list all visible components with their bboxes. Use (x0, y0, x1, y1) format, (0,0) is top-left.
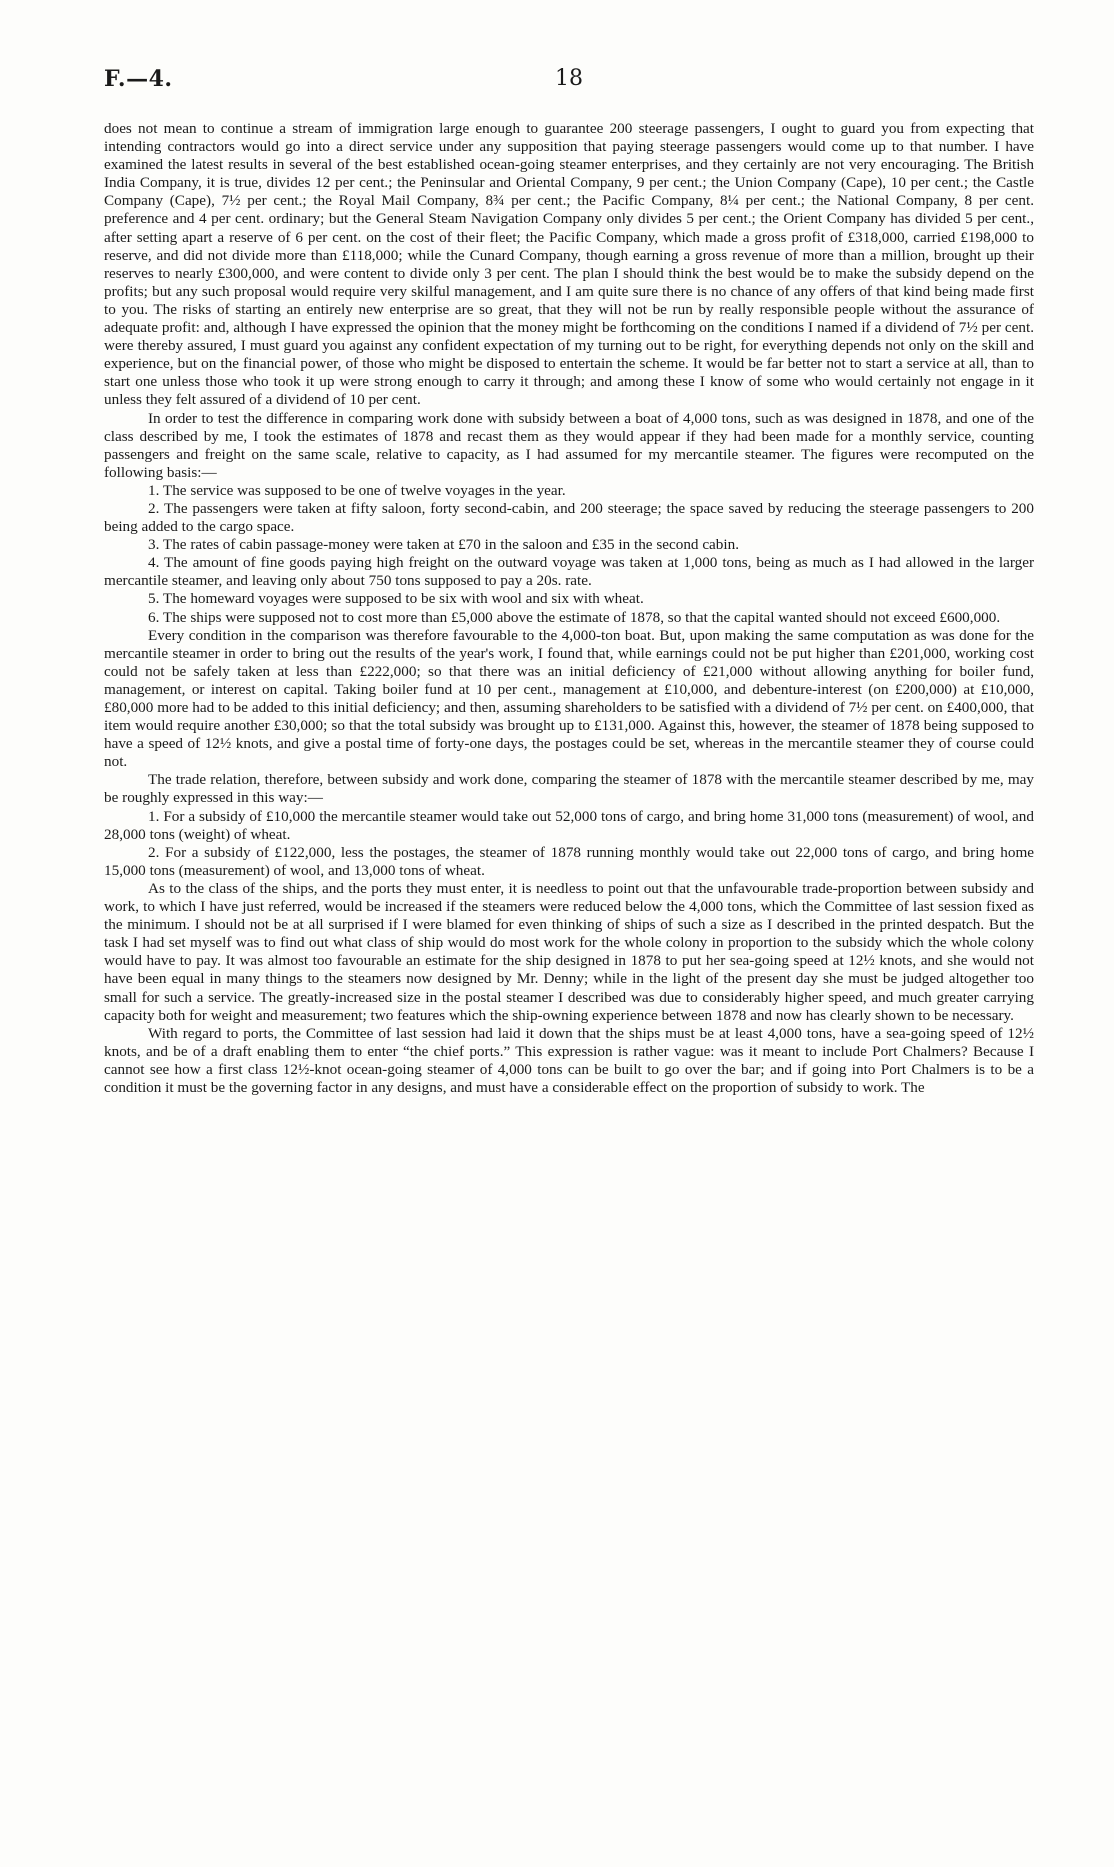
list-item: 4. The amount of fine goods paying high freight on the outward voyage was taken at 1,000 tons, being as much as I had allowed in the larger mercantile steamer, and leaving only about 750 tons supposed to pay a 20s. rate. (104, 554, 1034, 590)
paragraph: does not mean to continue a stream of immigration large enough to guarantee 200 steerage passengers, I ought to guard you from expecting that intending contractors would go into a direct service under any supposition that paying steerage passengers would come up to that number. I have examined the latest results in several of the best established ocean-going steamer enterprises, and they certainly are not very encouraging. The British India Company, it is true, divides 12 per cent.; the Peninsular and Oriental Company, 9 per cent.; the Union Company (Cape), 10 per cent.; the Castle Company (Cape), 7½ per cent.; the Royal Mail Company, 8¾ per cent.; the Pacific Company, 8¼ per cent.; the National Company, 8 per cent. preference and 4 per cent. ordinary; but the General Steam Navigation Company only divides 5 per cent.; the Orient Company has divided 5 per cent., after setting apart a reserve of 6 per cent. on the cost of their fleet; the Pacific Company, which made a gross profit of £318,000, carried £198,000 to reserve, and did not divide more than £118,000; while the Cunard Company, though earning a gross revenue of more than a million, brought up their reserves to nearly £300,000, and were content to divide only 3 per cent. The plan I should think the best would be to make the subsidy depend on the profits; but any such proposal would require very skilful management, and I am quite sure there is no chance of any offers of that kind being made first to you. The risks of starting an entirely new enterprise are so great, that they will not be run by really responsible people without the assurance of adequate profit: and, although I have expressed the opinion that the money might be forthcoming on the conditions I named if a dividend of 7½ per cent. were thereby assured, I must guard you against any confident expectation of my turning out to be right, for everything depends not only on the skill and experience, but on the financial power, of those who might be disposed to entertain the scheme. It would be far better not to start a service at all, than to start one unless those who took it up were strong enough to carry it through; and among these I know of some who would certainly not engage in it unless they felt assured of a dividend of 10 per cent. (104, 120, 1034, 409)
list-item: 1. For a subsidy of £10,000 the mercantile steamer would take out 52,000 tons of cargo, and bring home 31,000 tons (measurement) of wool, and 28,000 tons (weight) of wheat. (104, 807, 1034, 843)
page-reference: F.—4. (104, 66, 173, 92)
list-item: 1. The service was supposed to be one of twelve voyages in the year. (148, 481, 566, 499)
paragraph: With regard to ports, the Committee of last session had laid it down that the ships must be at least 4,000 tons, have a sea-going speed of 12½ knots, and be of a draft enabling them to enter “the chief ports.” This expression is rather vague: was it meant to include Port Chalmers? Because I cannot see how a first class 12½-knot ocean-going steamer of 4,000 tons can be built to go over the bar; and if going into Port Chalmers is to be a condition it must be the governing factor in any designs, and must have a considerable effect on the proportion of subsidy to work. The (104, 1024, 1034, 1096)
paragraph: As to the class of the ships, and the ports they must enter, it is needless to point out that the unfavourable trade-proportion between subsidy and work, to which I have just referred, would be increased if the steamers were reduced below the 4,000 tons, which the Committee of last session fixed as the minimum. I should not be at all surprised if I were blamed for even thinking of ships of such a size as I described in the printed despatch. But the task I had set myself was to find out what class of ship would do most work for the whole colony in proportion to the subsidy which the whole colony would have to pay. It was almost too favourable an estimate for the ship designed in 1878 to put her sea-going speed at 12½ knots, and she would not have been equal in many things to the steamers now designed by Mr. Denny; while in the light of the present day she must be judged altogether too small for such a service. The greatly-increased size in the postal steamer I described was due to considerably higher speed, and much greater carrying capacity both for weight and measurement; two features which the ship-owning experience between 1878 and now has clearly shown to be necessary. (104, 879, 1034, 1024)
paragraph: Every condition in the comparison was therefore favourable to the 4,000-ton boat. But, upon making the same computation as was done for the mercantile steamer in order to bring out the results of the year's work, I found that, while earnings could not be put higher than £201,000, working cost could not be safely taken at less than £222,000; so that there was an initial deficiency of £21,000 without allowing anything for boiler fund, management, or interest on capital. Taking boiler fund at 10 per cent., management at £10,000, and debenture-interest (on £200,000) at £10,000, £80,000 more had to be added to this initial deficiency; and then, assuming shareholders to be satisfied with a dividend of 7½ per cent. on £400,000, that item would require another £30,000; so that the total subsidy was brought up to £131,000. Against this, however, the steamer of 1878 being supposed to have a speed of 12½ knots, and give a postal time of forty-one days, the postages could be set, whereas in the mercantile steamer they of course could not. (104, 626, 1034, 771)
list-item: 6. The ships were supposed not to cost more than £5,000 above the estimate of 1878, so that the capital wanted should not exceed £600,000. (148, 608, 1001, 626)
paragraph: In order to test the difference in comparing work done with subsidy between a boat of 4,000 tons, such as was designed in 1878, and one of the class described by me, I took the estimates of 1878 and recast them as they would appear if they had been made for a monthly service, counting passengers and freight on the same scale, relative to capacity, as I had assumed for my mercantile steamer. The figures were recomputed on the following basis:— (104, 409, 1034, 481)
list-item: 2. The passengers were taken at fifty saloon, forty second-cabin, and 200 steerage; the space saved by reducing the steerage passengers to 200 being added to the cargo space. (104, 499, 1034, 536)
page-number: 18 (555, 66, 583, 91)
list-item: 2. For a subsidy of £122,000, less the postages, the steamer of 1878 running monthly would take out 22,000 tons of cargo, and bring home 15,000 tons (measurement) of wool, and 13,000 tons of wheat. (104, 843, 1034, 879)
list-item: 5. The homeward voyages were supposed to be six with wool and six with wheat. (148, 590, 644, 608)
list-item: 3. The rates of cabin passage-money were taken at £70 in the saloon and £35 in the second cabin. (148, 536, 739, 554)
page-header (104, 66, 1034, 100)
body-text (104, 120, 1034, 1097)
paragraph: The trade relation, therefore, between subsidy and work done, comparing the steamer of 1878 with the mercantile steamer described by me, may be roughly expressed in this way:— (104, 771, 1034, 807)
